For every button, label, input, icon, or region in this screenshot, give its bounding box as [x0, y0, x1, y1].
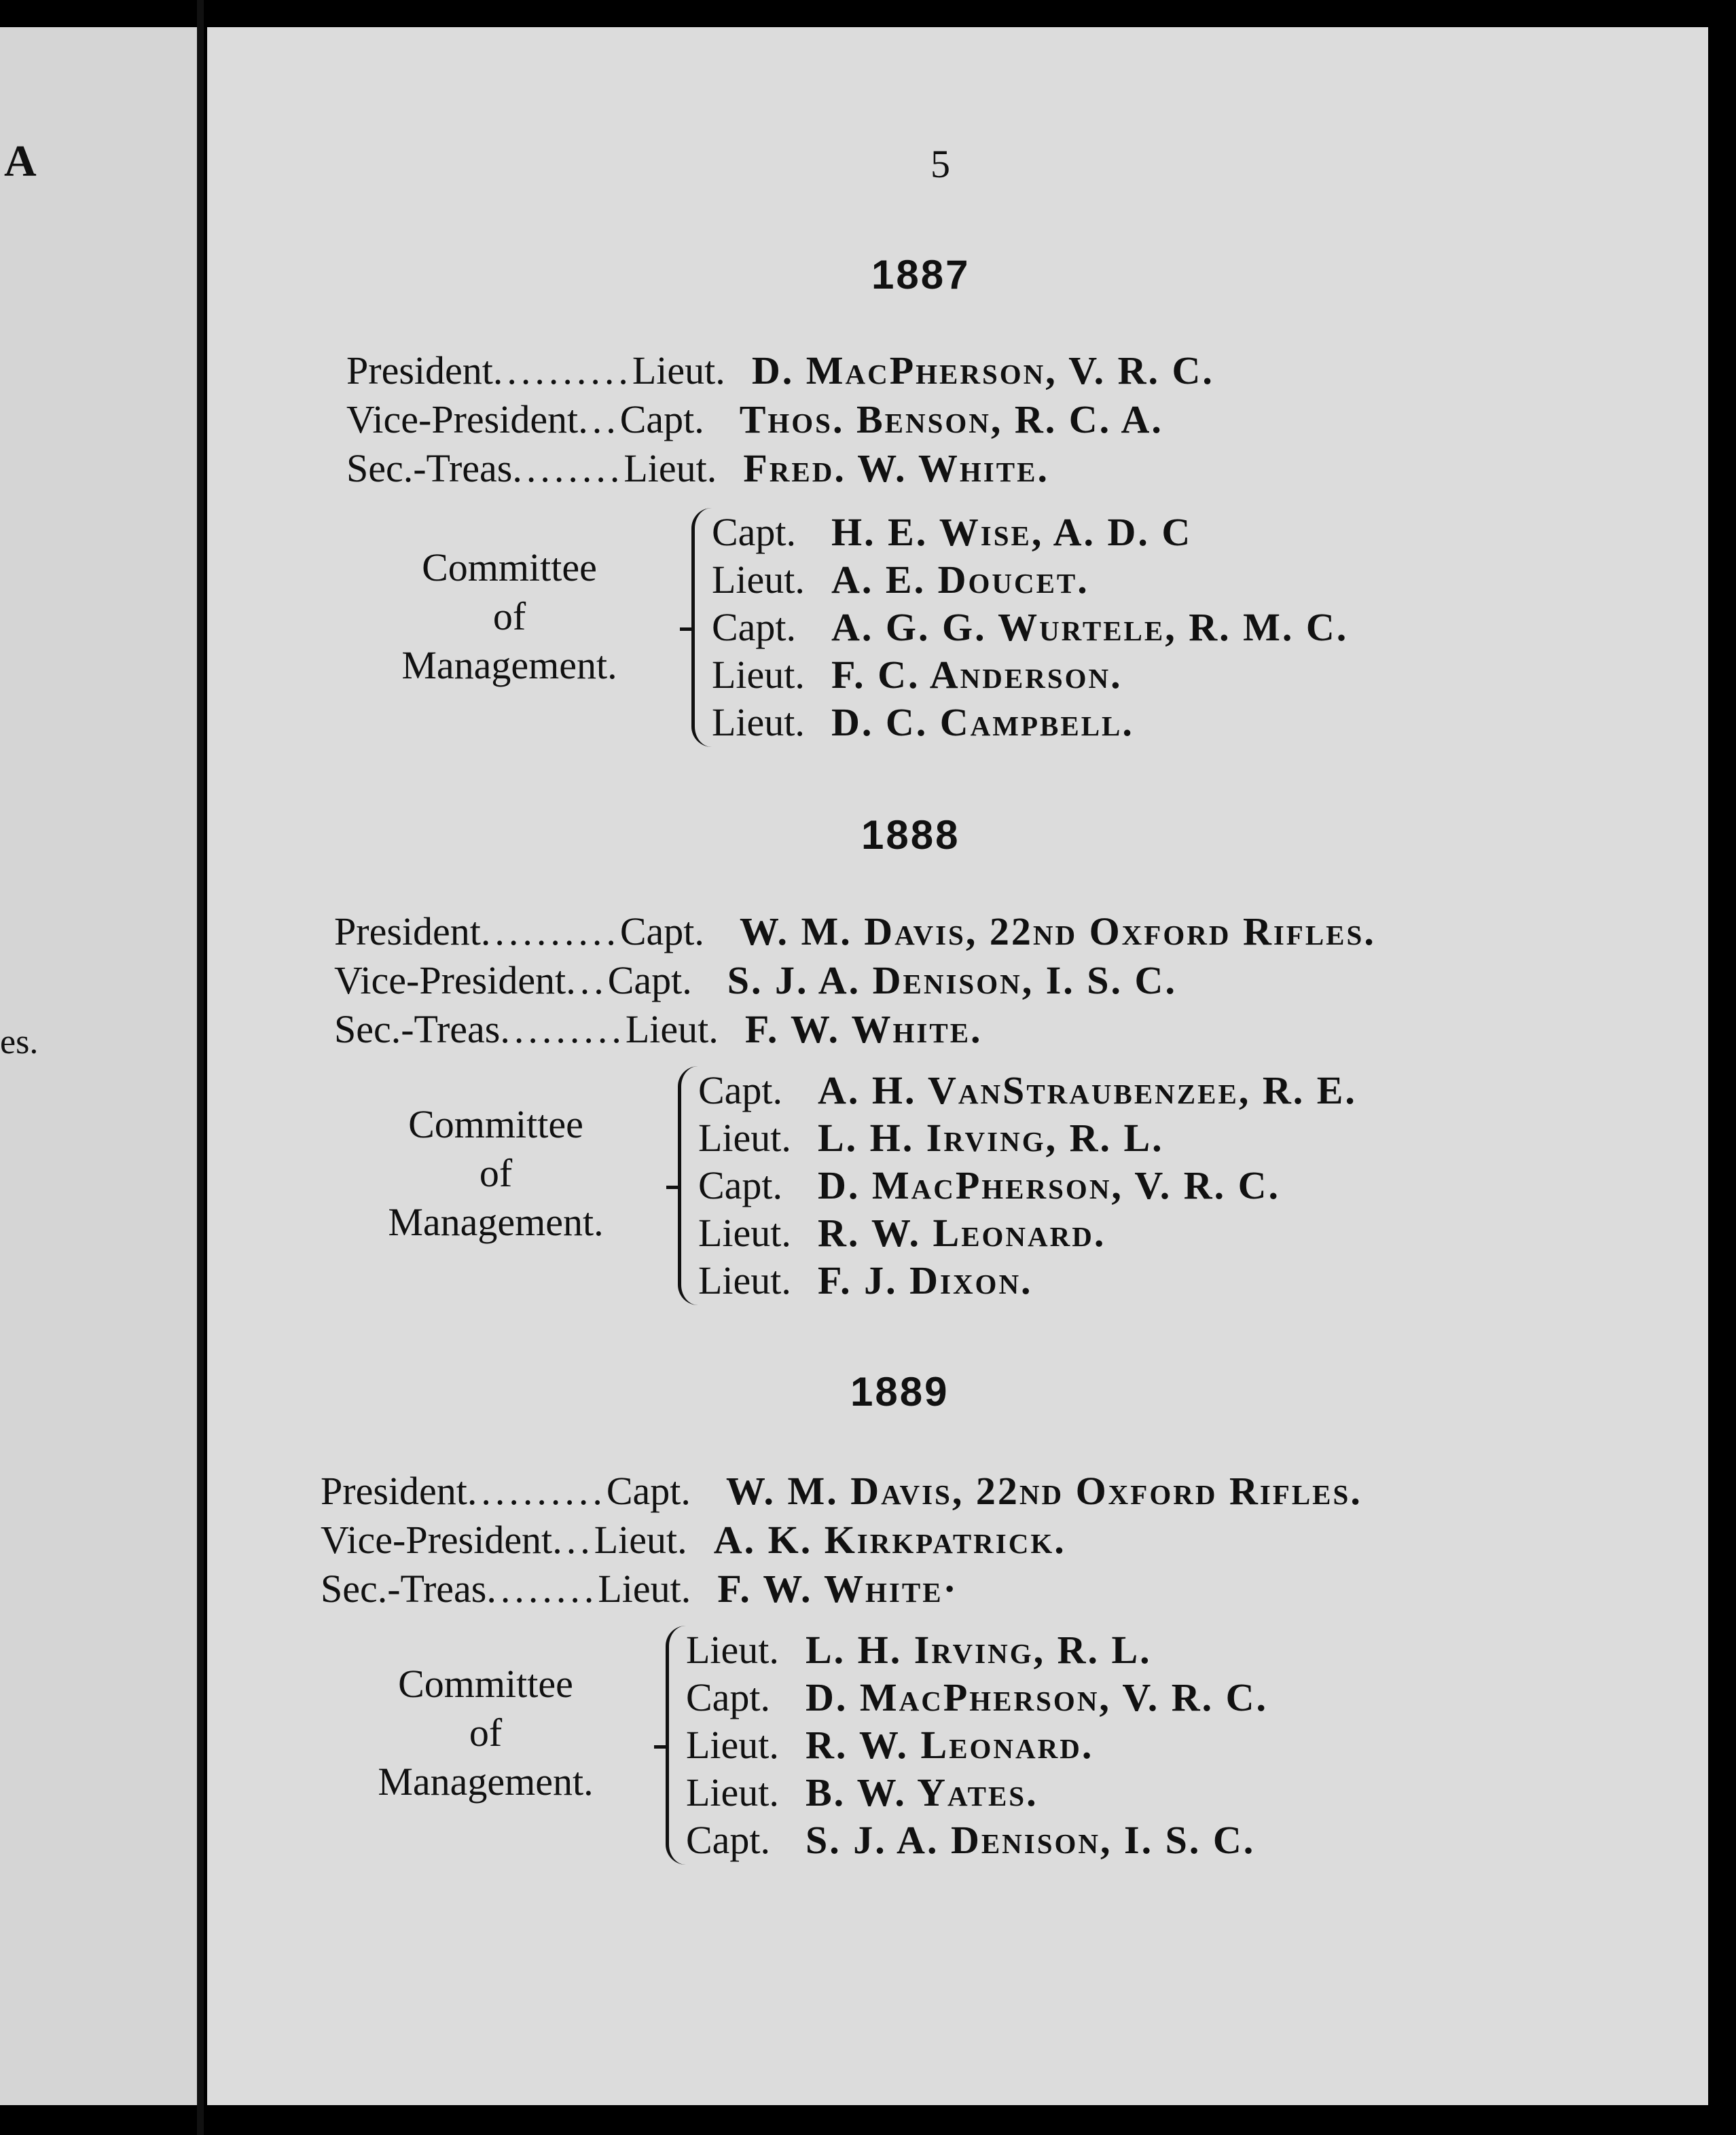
committee-label-line: Management.: [378, 1759, 594, 1804]
member-name: B. W. Yates.: [806, 1770, 1038, 1814]
member-name: F. J. Dixon.: [818, 1258, 1033, 1302]
committee-member: [698, 1163, 1280, 1208]
member-rank: Lieut.: [712, 558, 805, 602]
leader-dots: ........: [486, 1567, 598, 1611]
officer-title: President: [346, 348, 493, 393]
leader-dots: ..........: [480, 909, 620, 953]
member-rank: Lieut.: [712, 653, 805, 697]
officer-title: Sec.-Treas: [321, 1567, 487, 1611]
committee-label-line: of: [492, 594, 526, 638]
member-name: F. C. Anderson.: [831, 653, 1123, 697]
member-rank: Capt.: [698, 1068, 783, 1112]
committee-label-line: Committee: [408, 1102, 583, 1146]
member-name: D. C. Campbell.: [831, 700, 1134, 744]
officer-row: [321, 1468, 1362, 1514]
committee-brace: [666, 1626, 687, 1865]
leader-dots: ...: [566, 958, 608, 1002]
officer-rank: Capt.: [606, 1469, 691, 1513]
committee-member: [686, 1722, 1093, 1768]
section-year: 1887: [871, 252, 971, 297]
officer-title: Vice-President: [346, 397, 579, 441]
leader-dots: .........: [500, 1007, 626, 1051]
officer-name: W. M. Davis, 22nd Oxford Rifles.: [725, 1469, 1362, 1513]
committee-label-line: Committee: [398, 1662, 573, 1706]
member-name: H. E. Wise, A. D. C: [831, 510, 1193, 554]
committee-label-line: Management.: [388, 1200, 604, 1244]
officer-rank: Capt.: [619, 909, 704, 953]
officer-name: D. MacPherson, V. R. C.: [751, 348, 1214, 393]
committee-label-line: of: [469, 1711, 503, 1755]
officer-rank: Lieut.: [623, 446, 717, 490]
committee-label-line: Management.: [401, 643, 617, 687]
leader-dots: ...: [552, 1518, 594, 1562]
committee-label-line: of: [479, 1151, 513, 1195]
officer-name: A. K. Kirkpatrick.: [713, 1518, 1066, 1562]
page-number: 5: [930, 142, 950, 186]
officer-row: [334, 957, 1177, 1003]
committee-label: [329, 1660, 642, 1806]
committee-member: [698, 1068, 1357, 1113]
member-name: D. MacPherson, V. R. C.: [806, 1675, 1269, 1719]
committee-brace: [691, 508, 712, 747]
officer-title: President: [321, 1469, 467, 1513]
committee-member: [712, 604, 1348, 650]
committee-member: [698, 1210, 1106, 1256]
officer-row: [321, 1517, 1066, 1563]
member-rank: Lieut.: [712, 700, 805, 744]
committee-label: [353, 543, 666, 690]
committee-member: [712, 652, 1123, 697]
committee-member: [686, 1675, 1268, 1720]
officer-name: Fred. W. White.: [743, 446, 1049, 490]
officer-rank: Capt.: [619, 397, 704, 441]
officer-title: Vice-President: [334, 958, 566, 1002]
committee-member: [698, 1258, 1033, 1303]
leader-dots: ........: [512, 446, 624, 490]
leader-dots: ..........: [492, 348, 632, 393]
officer-name: F. W. White.: [744, 1007, 983, 1051]
committee-label-line: Committee: [422, 545, 597, 589]
member-name: R. W. Leonard.: [806, 1723, 1094, 1767]
committee-brace: [678, 1066, 699, 1305]
member-rank: Lieut.: [698, 1116, 791, 1160]
officer-row: [346, 397, 1163, 442]
officer-title: President: [334, 909, 481, 953]
member-name: R. W. Leonard.: [818, 1211, 1106, 1255]
officer-row: [334, 1006, 983, 1052]
committee-member: [686, 1627, 1152, 1673]
officer-row: [346, 348, 1214, 393]
officer-title: Sec.-Treas: [346, 446, 513, 490]
officer-row: [334, 909, 1376, 954]
left-page-edge: [0, 27, 204, 2105]
member-name: S. J. A. Denison, I. S. C.: [806, 1818, 1256, 1862]
member-rank: Capt.: [712, 605, 797, 649]
officer-rank: Lieut.: [594, 1518, 687, 1562]
section-year: 1888: [861, 812, 960, 858]
member-rank: Capt.: [698, 1163, 783, 1207]
member-rank: Capt.: [712, 510, 797, 554]
officer-rank: Lieut.: [598, 1567, 691, 1611]
officer-name: S. J. A. Denison, I. S. C.: [727, 958, 1177, 1002]
member-rank: Capt.: [686, 1818, 771, 1862]
officer-rank: Lieut.: [632, 348, 725, 393]
committee-member: [712, 557, 1089, 602]
member-rank: Lieut.: [686, 1770, 779, 1814]
officer-rank: Capt.: [607, 958, 692, 1002]
committee-member: [686, 1817, 1255, 1863]
officer-row: [321, 1566, 958, 1611]
officer-row: [346, 445, 1049, 491]
left-page-fragment-mid: es.: [0, 1023, 39, 1061]
member-rank: Lieut.: [686, 1628, 779, 1672]
leader-dots: ..........: [467, 1469, 607, 1513]
committee-member: [712, 509, 1192, 555]
officer-name: Thos. Benson, R. C. A.: [739, 397, 1163, 441]
officer-rank: Lieut.: [625, 1007, 719, 1051]
member-name: A. H. VanStraubenzee, R. E.: [818, 1068, 1357, 1112]
member-name: D. MacPherson, V. R. C.: [818, 1163, 1281, 1207]
section-year: 1889: [850, 1369, 950, 1415]
page-gutter: [197, 0, 204, 2135]
committee-member: [712, 699, 1134, 745]
member-rank: Lieut.: [698, 1211, 791, 1255]
member-name: A. E. Doucet.: [831, 558, 1089, 602]
committee-member: [698, 1115, 1164, 1161]
officer-title: Sec.-Treas: [334, 1007, 501, 1051]
committee-member: [686, 1770, 1038, 1815]
officer-title: Vice-President: [321, 1518, 553, 1562]
member-name: A. G. G. Wurtele, R. M. C.: [831, 605, 1349, 649]
officer-name: W. M. Davis, 22nd Oxford Rifles.: [739, 909, 1376, 953]
member-rank: Lieut.: [686, 1723, 779, 1767]
officer-name: F. W. White·: [717, 1567, 958, 1611]
leader-dots: ...: [578, 397, 620, 441]
member-rank: Lieut.: [698, 1258, 791, 1302]
member-name: L. H. Irving, R. L.: [806, 1628, 1152, 1672]
member-name: L. H. Irving, R. L.: [818, 1116, 1164, 1160]
member-rank: Capt.: [686, 1675, 771, 1719]
left-page-fragment-top: A: [4, 136, 37, 186]
committee-label: [340, 1100, 652, 1247]
